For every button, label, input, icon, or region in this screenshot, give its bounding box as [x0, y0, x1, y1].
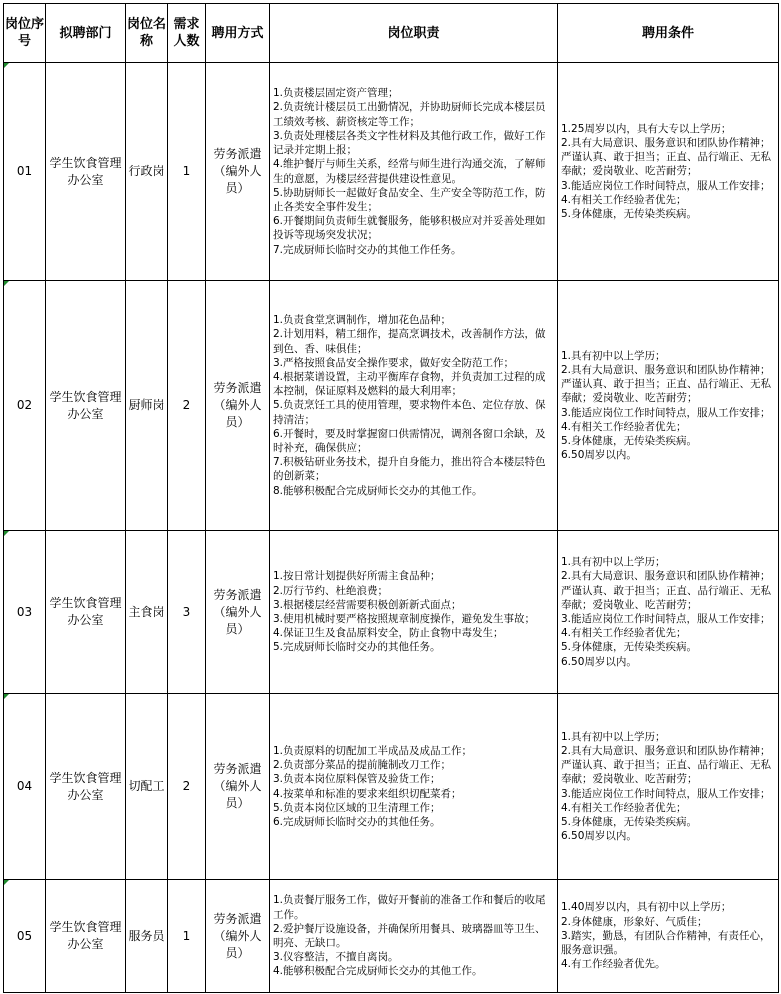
list-item: 2.具有大局意识、服务意识和团队协作精神；严谨认真、敢于担当；正直、品行端正、无私奉献；爱岗敬业、吃苦耐劳； [561, 744, 771, 786]
list-item: 3.能适应岗位工作时间特点，服从工作安排； [561, 613, 771, 625]
cell-count: 1 [168, 880, 206, 993]
table-row [4, 63, 779, 281]
list-item: 4.有工作经验者优先。 [561, 958, 666, 971]
list-item: 5.完成厨师长临时交办的其他任务。 [273, 641, 441, 654]
cell-count: 2 [168, 694, 206, 880]
header-duty: 岗位职责 [270, 4, 558, 63]
list-item: 4.有相关工作经验者优先； [561, 801, 687, 814]
cell-seq: 01 [4, 63, 46, 281]
list-item: 3.踏实，勤恳，有团队合作精神，有责任心，服务意识强。 [561, 929, 771, 957]
cell-count: 2 [168, 281, 206, 531]
list-item: 1.按日常计划提供好所需主食品种； [273, 570, 441, 583]
list-item: 3.能适应岗位工作时间特点，服从工作安排； [561, 179, 771, 192]
list-item: 2.负责统计楼层员工出勤情况，并协助厨师长完成本楼层员工绩效考核、薪资核定等工作； [273, 101, 546, 128]
cell-name: 行政岗 [126, 63, 168, 281]
list-item: 4.根据菜谱设置，主动平衡库存食物，并负责加工过程的成本控制，保证原料及燃料的最大利用率； [273, 370, 546, 398]
list-item: 2.具有大局意识、服务意识和团队协作精神；严谨认真、敢于担当；正直、品行端正、无私奉献；爱岗敬业、吃苦耐劳； [561, 570, 771, 611]
list-item: 6.开餐期间负责师生就餐服务，能够积极应对并妥善处理如投诉等现场突发状况； [273, 215, 546, 242]
table-row [4, 531, 779, 694]
list-item: 2.身体健康，形象好、气质佳； [561, 915, 708, 928]
list-item: 2.厉行节约、杜绝浪费； [273, 584, 389, 597]
cell-seq: 05 [4, 880, 46, 993]
list-item: 3.使用机械时要严格按照规章制度操作，避免发生事故； [273, 613, 536, 625]
header-row [4, 4, 779, 63]
list-item: 1.负责食堂烹调制作，增加花色品种； [273, 314, 452, 327]
list-item: 4.维护餐厅与师生关系，经常与师生进行沟通交流，了解师生的意愿，为楼层经营提供建设性意见。 [273, 158, 546, 185]
list-item: 6.开餐时，要及时掌握窗口供需情况，调剂各窗口余缺，及时补充，确保供应； [273, 427, 546, 454]
list-item: 4.保证卫生及食品原料安全，防止食物中毒发生； [273, 627, 504, 640]
list-item: 7.积极钻研业务技术，提升自身能力，推出符合本楼层特色的创新菜； [273, 456, 546, 483]
header-seq: 岗位序号 [4, 4, 46, 63]
cell-duties [270, 531, 558, 694]
header-mode: 聘用方式 [206, 4, 270, 63]
list-item: 5.负责烹饪工具的使用管理，要求物件本色、定位存放、保持清洁； [273, 399, 546, 426]
list-item: 4.有相关工作经验者优先； [561, 420, 687, 433]
cell-duties [270, 880, 558, 993]
list-item: 4.有相关工作经验者优先； [561, 627, 687, 640]
cell-duties [270, 281, 558, 531]
table-row [4, 281, 779, 531]
list-item: 2.具有大局意识、服务意识和团队协作精神；严谨认真、敢于担当；正直、品行端正、无私奉献；爱岗敬业、吃苦耐劳； [561, 363, 771, 405]
cell-seq: 04 [4, 694, 46, 880]
list-item: 6.完成厨师长临时交办的其他任务。 [273, 815, 441, 828]
header-dept: 拟聘部门 [46, 4, 126, 63]
table-row [4, 694, 779, 880]
cell-name: 厨师岗 [126, 281, 168, 531]
cell-requirements [558, 281, 779, 531]
cell-mode: 劳务派遣（编外人员） [206, 63, 270, 281]
list-item: 5.身体健康，无传染类疾病。 [561, 434, 698, 447]
list-item: 3.根据楼层经营需要积极创新新式面点； [273, 598, 462, 611]
list-item: 5.协助厨师长一起做好食品安全、生产安全等防范工作，防止各类安全事件发生； [273, 186, 546, 213]
list-item: 1.40周岁以内，具有初中以上学历； [561, 901, 732, 914]
list-item: 5.身体健康，无传染类疾病。 [561, 641, 698, 654]
list-item: 8.能够积极配合完成厨师长交办的其他工作。 [273, 484, 483, 497]
cell-requirements [558, 63, 779, 281]
cell-mode: 劳务派遣（编外人员） [206, 880, 270, 993]
cell-name: 切配工 [126, 694, 168, 880]
list-item: 1.具有初中以上学历； [561, 349, 666, 362]
cell-mode: 劳务派遣（编外人员） [206, 531, 270, 694]
cell-dept: 学生饮食管理办公室 [46, 531, 126, 694]
list-item: 3.严格按照食品安全操作要求，做好安全防范工作； [273, 356, 515, 369]
list-item: 5.身体健康，无传染类疾病。 [561, 208, 698, 220]
list-item: 7.完成厨师长临时交办的其他工作任务。 [273, 243, 462, 256]
list-item: 4.能够积极配合完成厨师长交办的其他工作。 [273, 965, 483, 978]
cell-requirements [558, 880, 779, 993]
list-item: 3.仪容整洁，不擅自离岗。 [273, 951, 399, 964]
cell-name: 服务员 [126, 880, 168, 993]
list-item: 3.能适应岗位工作时间特点，服从工作安排； [561, 406, 771, 419]
list-item: 2.具有大局意识、服务意识和团队协作精神；严谨认真、敢于担当；正直、品行端正、无私奉献；爱岗敬业、吃苦耐劳； [561, 136, 771, 178]
cell-mode: 劳务派遣（编外人员） [206, 281, 270, 531]
list-item: 5.身体健康，无传染类疾病。 [561, 815, 698, 828]
cell-duties [270, 63, 558, 281]
list-item: 2.爱护餐厅设施设备，并确保所用餐具、玻璃器皿等卫生、明亮、无缺口。 [273, 922, 546, 949]
list-item: 3.负责处理楼层各类文字性材料及其他行政工作，做好工作记录并定期上报； [273, 129, 546, 157]
list-item: 2.负责部分菜品的提前腌制改刀工作； [273, 759, 452, 772]
list-item: 1.负责原料的切配加工半成品及成品工作； [273, 744, 473, 757]
cell-seq: 02 [4, 281, 46, 531]
list-item: 3.负责本岗位原料保管及验货工作； [273, 773, 441, 786]
header-count: 需求人数 [168, 4, 206, 63]
cell-name: 主食岗 [126, 531, 168, 694]
cell-duties [270, 694, 558, 880]
cell-count: 3 [168, 531, 206, 694]
list-item: 1.负责楼层固定资产管理； [273, 87, 399, 100]
list-item: 6.50周岁以内。 [561, 655, 637, 668]
list-item: 1.具有初中以上学历； [561, 730, 666, 743]
job-table [3, 3, 779, 993]
list-item: 4.有相关工作经验者优先； [561, 193, 687, 206]
cell-dept: 学生饮食管理办公室 [46, 694, 126, 880]
list-item: 2.计划用料，精工细作，提高烹调技术，改善制作方法，做到色、香、味俱佳； [273, 328, 546, 355]
cell-requirements [558, 531, 779, 694]
list-item: 6.50周岁以内。 [561, 830, 637, 843]
table-row [4, 880, 779, 993]
cell-dept: 学生饮食管理办公室 [46, 880, 126, 993]
list-item: 6.50周岁以内。 [561, 449, 637, 462]
cell-mode: 劳务派遣（编外人员） [206, 694, 270, 880]
list-item: 1.25周岁以内，具有大专以上学历； [561, 122, 732, 135]
cell-requirements [558, 694, 779, 880]
header-req: 聘用条件 [558, 4, 779, 63]
cell-dept: 学生饮食管理办公室 [46, 281, 126, 531]
list-item: 1.具有初中以上学历； [561, 556, 666, 569]
list-item: 1.负责餐厅服务工作，做好开餐前的准备工作和餐后的收尾工作。 [273, 894, 546, 921]
list-item: 5.负责本岗位区域的卫生清理工作； [273, 801, 441, 814]
cell-count: 1 [168, 63, 206, 281]
list-item: 4.按菜单和标准的要求来组织切配菜肴； [273, 787, 462, 800]
cell-dept: 学生饮食管理办公室 [46, 63, 126, 281]
list-item: 3.能适应岗位工作时间特点，服从工作安排； [561, 787, 771, 800]
header-name: 岗位名称 [126, 4, 168, 63]
cell-seq: 03 [4, 531, 46, 694]
